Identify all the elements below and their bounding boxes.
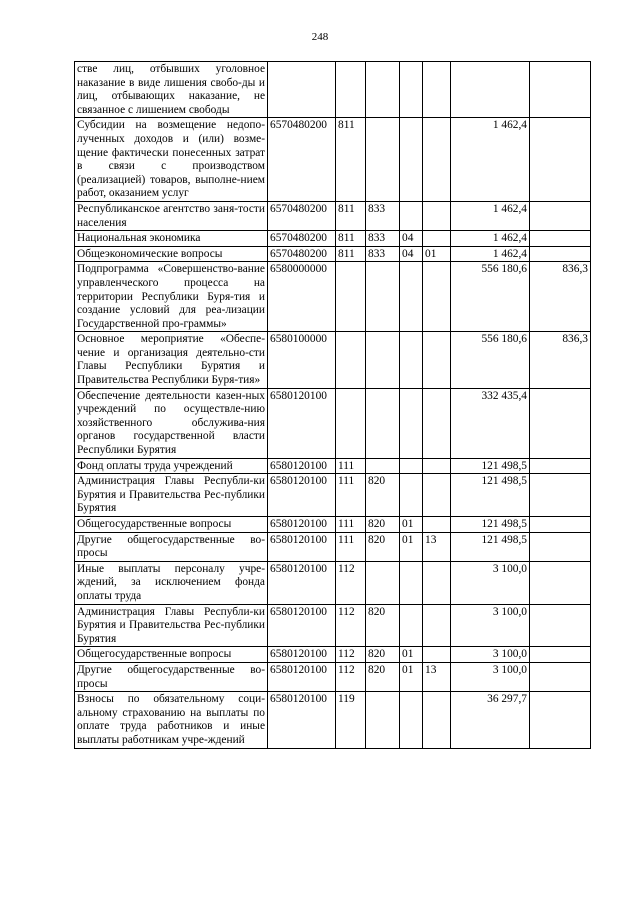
administrator-code-cell (366, 262, 400, 332)
subsection-cell (423, 647, 451, 663)
target-article-cell: 6570480200 (268, 231, 336, 247)
expense-type-cell: 111 (336, 517, 366, 533)
section-cell (400, 62, 423, 118)
table-row (75, 246, 591, 262)
amount-extra-cell (530, 201, 591, 230)
expense-type-cell: 112 (336, 662, 366, 691)
budget-table-body (75, 62, 591, 749)
target-article-cell: 6580120100 (268, 458, 336, 474)
table-row (75, 231, 591, 247)
administrator-code-cell: 833 (366, 246, 400, 262)
item-name-cell: Взносы по обязательному соци-альному страхованию на выплаты по оплате труда работников и иные выплаты работникам учре-ждений (75, 692, 268, 748)
item-name-cell: Общеэкономические вопросы (75, 246, 268, 262)
amount-extra-cell (530, 231, 591, 247)
expense-type-cell (336, 388, 366, 458)
administrator-code-cell (366, 62, 400, 118)
expense-type-cell: 811 (336, 118, 366, 202)
table-row (75, 118, 591, 202)
subsection-cell (423, 604, 451, 647)
table-row (75, 532, 591, 561)
target-article-cell: 6580120100 (268, 388, 336, 458)
section-cell (400, 692, 423, 748)
amount-cell: 121 498,5 (451, 517, 530, 533)
target-article-cell: 6580120100 (268, 474, 336, 517)
amount-cell: 3 100,0 (451, 561, 530, 604)
expense-type-cell: 111 (336, 532, 366, 561)
section-cell (400, 388, 423, 458)
section-cell (400, 604, 423, 647)
table-row (75, 458, 591, 474)
subsection-cell: 01 (423, 246, 451, 262)
expense-type-cell (336, 332, 366, 388)
section-cell: 04 (400, 231, 423, 247)
item-name-cell: Администрация Главы Республи-ки Бурятия и Правительства Рес-публики Бурятия (75, 474, 268, 517)
target-article-cell: 6570480200 (268, 246, 336, 262)
subsection-cell (423, 692, 451, 748)
expense-type-cell: 111 (336, 474, 366, 517)
administrator-code-cell: 820 (366, 647, 400, 663)
subsection-cell (423, 388, 451, 458)
amount-cell: 1 462,4 (451, 246, 530, 262)
section-cell (400, 262, 423, 332)
administrator-code-cell: 820 (366, 532, 400, 561)
amount-extra-cell (530, 62, 591, 118)
amount-extra-cell (530, 246, 591, 262)
amount-extra-cell (530, 647, 591, 663)
amount-cell: 3 100,0 (451, 647, 530, 663)
subsection-cell (423, 561, 451, 604)
table-row (75, 201, 591, 230)
table-row (75, 662, 591, 691)
section-cell (400, 201, 423, 230)
section-cell (400, 458, 423, 474)
administrator-code-cell: 833 (366, 231, 400, 247)
budget-table (74, 61, 591, 749)
target-article-cell: 6570480200 (268, 118, 336, 202)
amount-cell (451, 62, 530, 118)
page-number: 248 (311, 31, 329, 43)
amount-cell: 556 180,6 (451, 332, 530, 388)
target-article-cell (268, 62, 336, 118)
target-article-cell: 6580120100 (268, 532, 336, 561)
table-row (75, 474, 591, 517)
item-name-cell: Другие общегосударственные во-просы (75, 532, 268, 561)
administrator-code-cell (366, 458, 400, 474)
target-article-cell: 6580120100 (268, 692, 336, 748)
administrator-code-cell: 820 (366, 517, 400, 533)
amount-extra-cell (530, 458, 591, 474)
amount-cell: 36 297,7 (451, 692, 530, 748)
expense-type-cell: 811 (336, 246, 366, 262)
item-name-cell: Республиканское агентство заня-тости населения (75, 201, 268, 230)
table-row (75, 517, 591, 533)
item-name-cell: Подпрограмма «Совершенство-вание управленческого процесса на территории Республики Буря-тия и создание условий для реа-лизации Государственной про-граммы» (75, 262, 268, 332)
amount-cell: 121 498,5 (451, 474, 530, 517)
target-article-cell: 6580120100 (268, 662, 336, 691)
subsection-cell (423, 458, 451, 474)
table-row (75, 647, 591, 663)
amount-cell: 332 435,4 (451, 388, 530, 458)
item-name-cell: Общегосударственные вопросы (75, 647, 268, 663)
amount-cell: 556 180,6 (451, 262, 530, 332)
item-name-cell: Иные выплаты персоналу учре-ждений, за исключением фонда оплаты труда (75, 561, 268, 604)
item-name-cell: Другие общегосударственные во-просы (75, 662, 268, 691)
target-article-cell: 6580100000 (268, 332, 336, 388)
item-name-cell: Общегосударственные вопросы (75, 517, 268, 533)
amount-cell: 121 498,5 (451, 532, 530, 561)
item-name-cell: Администрация Главы Республи-ки Бурятия и Правительства Рес-публики Бурятия (75, 604, 268, 647)
subsection-cell (423, 332, 451, 388)
amount-extra-cell (530, 604, 591, 647)
table-row (75, 692, 591, 748)
table-row (75, 604, 591, 647)
amount-cell: 121 498,5 (451, 458, 530, 474)
target-article-cell: 6580120100 (268, 561, 336, 604)
item-name-cell: Фонд оплаты труда учреждений (75, 458, 268, 474)
amount-cell: 3 100,0 (451, 604, 530, 647)
amount-cell: 1 462,4 (451, 118, 530, 202)
amount-cell: 1 462,4 (451, 201, 530, 230)
amount-extra-cell (530, 662, 591, 691)
expense-type-cell: 811 (336, 201, 366, 230)
table-row (75, 388, 591, 458)
subsection-cell: 13 (423, 532, 451, 561)
subsection-cell (423, 517, 451, 533)
amount-extra-cell (530, 388, 591, 458)
table-row (75, 561, 591, 604)
target-article-cell: 6580120100 (268, 604, 336, 647)
item-name-cell: Национальная экономика (75, 231, 268, 247)
expense-type-cell: 111 (336, 458, 366, 474)
amount-extra-cell (530, 517, 591, 533)
administrator-code-cell (366, 332, 400, 388)
amount-extra-cell (530, 474, 591, 517)
subsection-cell (423, 231, 451, 247)
expense-type-cell: 112 (336, 647, 366, 663)
subsection-cell (423, 201, 451, 230)
section-cell (400, 474, 423, 517)
subsection-cell (423, 118, 451, 202)
item-name-cell: стве лиц, отбывших уголовное наказание в виде лишения свобо-ды и лиц, отбывающих наказание, не связанное с лишением свободы (75, 62, 268, 118)
section-cell: 01 (400, 532, 423, 561)
section-cell: 01 (400, 647, 423, 663)
item-name-cell: Основное мероприятие «Обеспе-чение и организация деятельно-сти Главы Республики Бурятия и Правительства Республики Буря-тия» (75, 332, 268, 388)
subsection-cell (423, 62, 451, 118)
administrator-code-cell: 833 (366, 201, 400, 230)
expense-type-cell: 811 (336, 231, 366, 247)
amount-extra-cell (530, 561, 591, 604)
subsection-cell (423, 262, 451, 332)
expense-type-cell: 112 (336, 604, 366, 647)
target-article-cell: 6570480200 (268, 201, 336, 230)
administrator-code-cell: 820 (366, 662, 400, 691)
expense-type-cell: 119 (336, 692, 366, 748)
section-cell: 04 (400, 246, 423, 262)
table-row (75, 62, 591, 118)
amount-extra-cell (530, 118, 591, 202)
table-row (75, 262, 591, 332)
amount-cell: 3 100,0 (451, 662, 530, 691)
section-cell (400, 118, 423, 202)
section-cell (400, 332, 423, 388)
expense-type-cell: 112 (336, 561, 366, 604)
target-article-cell: 6580120100 (268, 647, 336, 663)
section-cell: 01 (400, 517, 423, 533)
expense-type-cell (336, 262, 366, 332)
administrator-code-cell (366, 388, 400, 458)
table-row (75, 332, 591, 388)
item-name-cell: Субсидии на возмещение недопо-лученных доходов и (или) возме-щение фактически понесенных затрат в связи с производством (реализацией) товаров, выполне-нием работ, оказанием услуг (75, 118, 268, 202)
amount-extra-cell: 836,3 (530, 332, 591, 388)
item-name-cell: Обеспечение деятельности казен-ных учреждений по осуществле-нию хозяйственного обслужива-ния органов государственной власти Республики Бурятия (75, 388, 268, 458)
administrator-code-cell (366, 561, 400, 604)
subsection-cell: 13 (423, 662, 451, 691)
expense-type-cell (336, 62, 366, 118)
amount-extra-cell (530, 692, 591, 748)
amount-cell: 1 462,4 (451, 231, 530, 247)
amount-extra-cell (530, 532, 591, 561)
administrator-code-cell: 820 (366, 604, 400, 647)
subsection-cell (423, 474, 451, 517)
administrator-code-cell: 820 (366, 474, 400, 517)
section-cell (400, 561, 423, 604)
administrator-code-cell (366, 692, 400, 748)
administrator-code-cell (366, 118, 400, 202)
amount-extra-cell: 836,3 (530, 262, 591, 332)
target-article-cell: 6580000000 (268, 262, 336, 332)
section-cell: 01 (400, 662, 423, 691)
target-article-cell: 6580120100 (268, 517, 336, 533)
